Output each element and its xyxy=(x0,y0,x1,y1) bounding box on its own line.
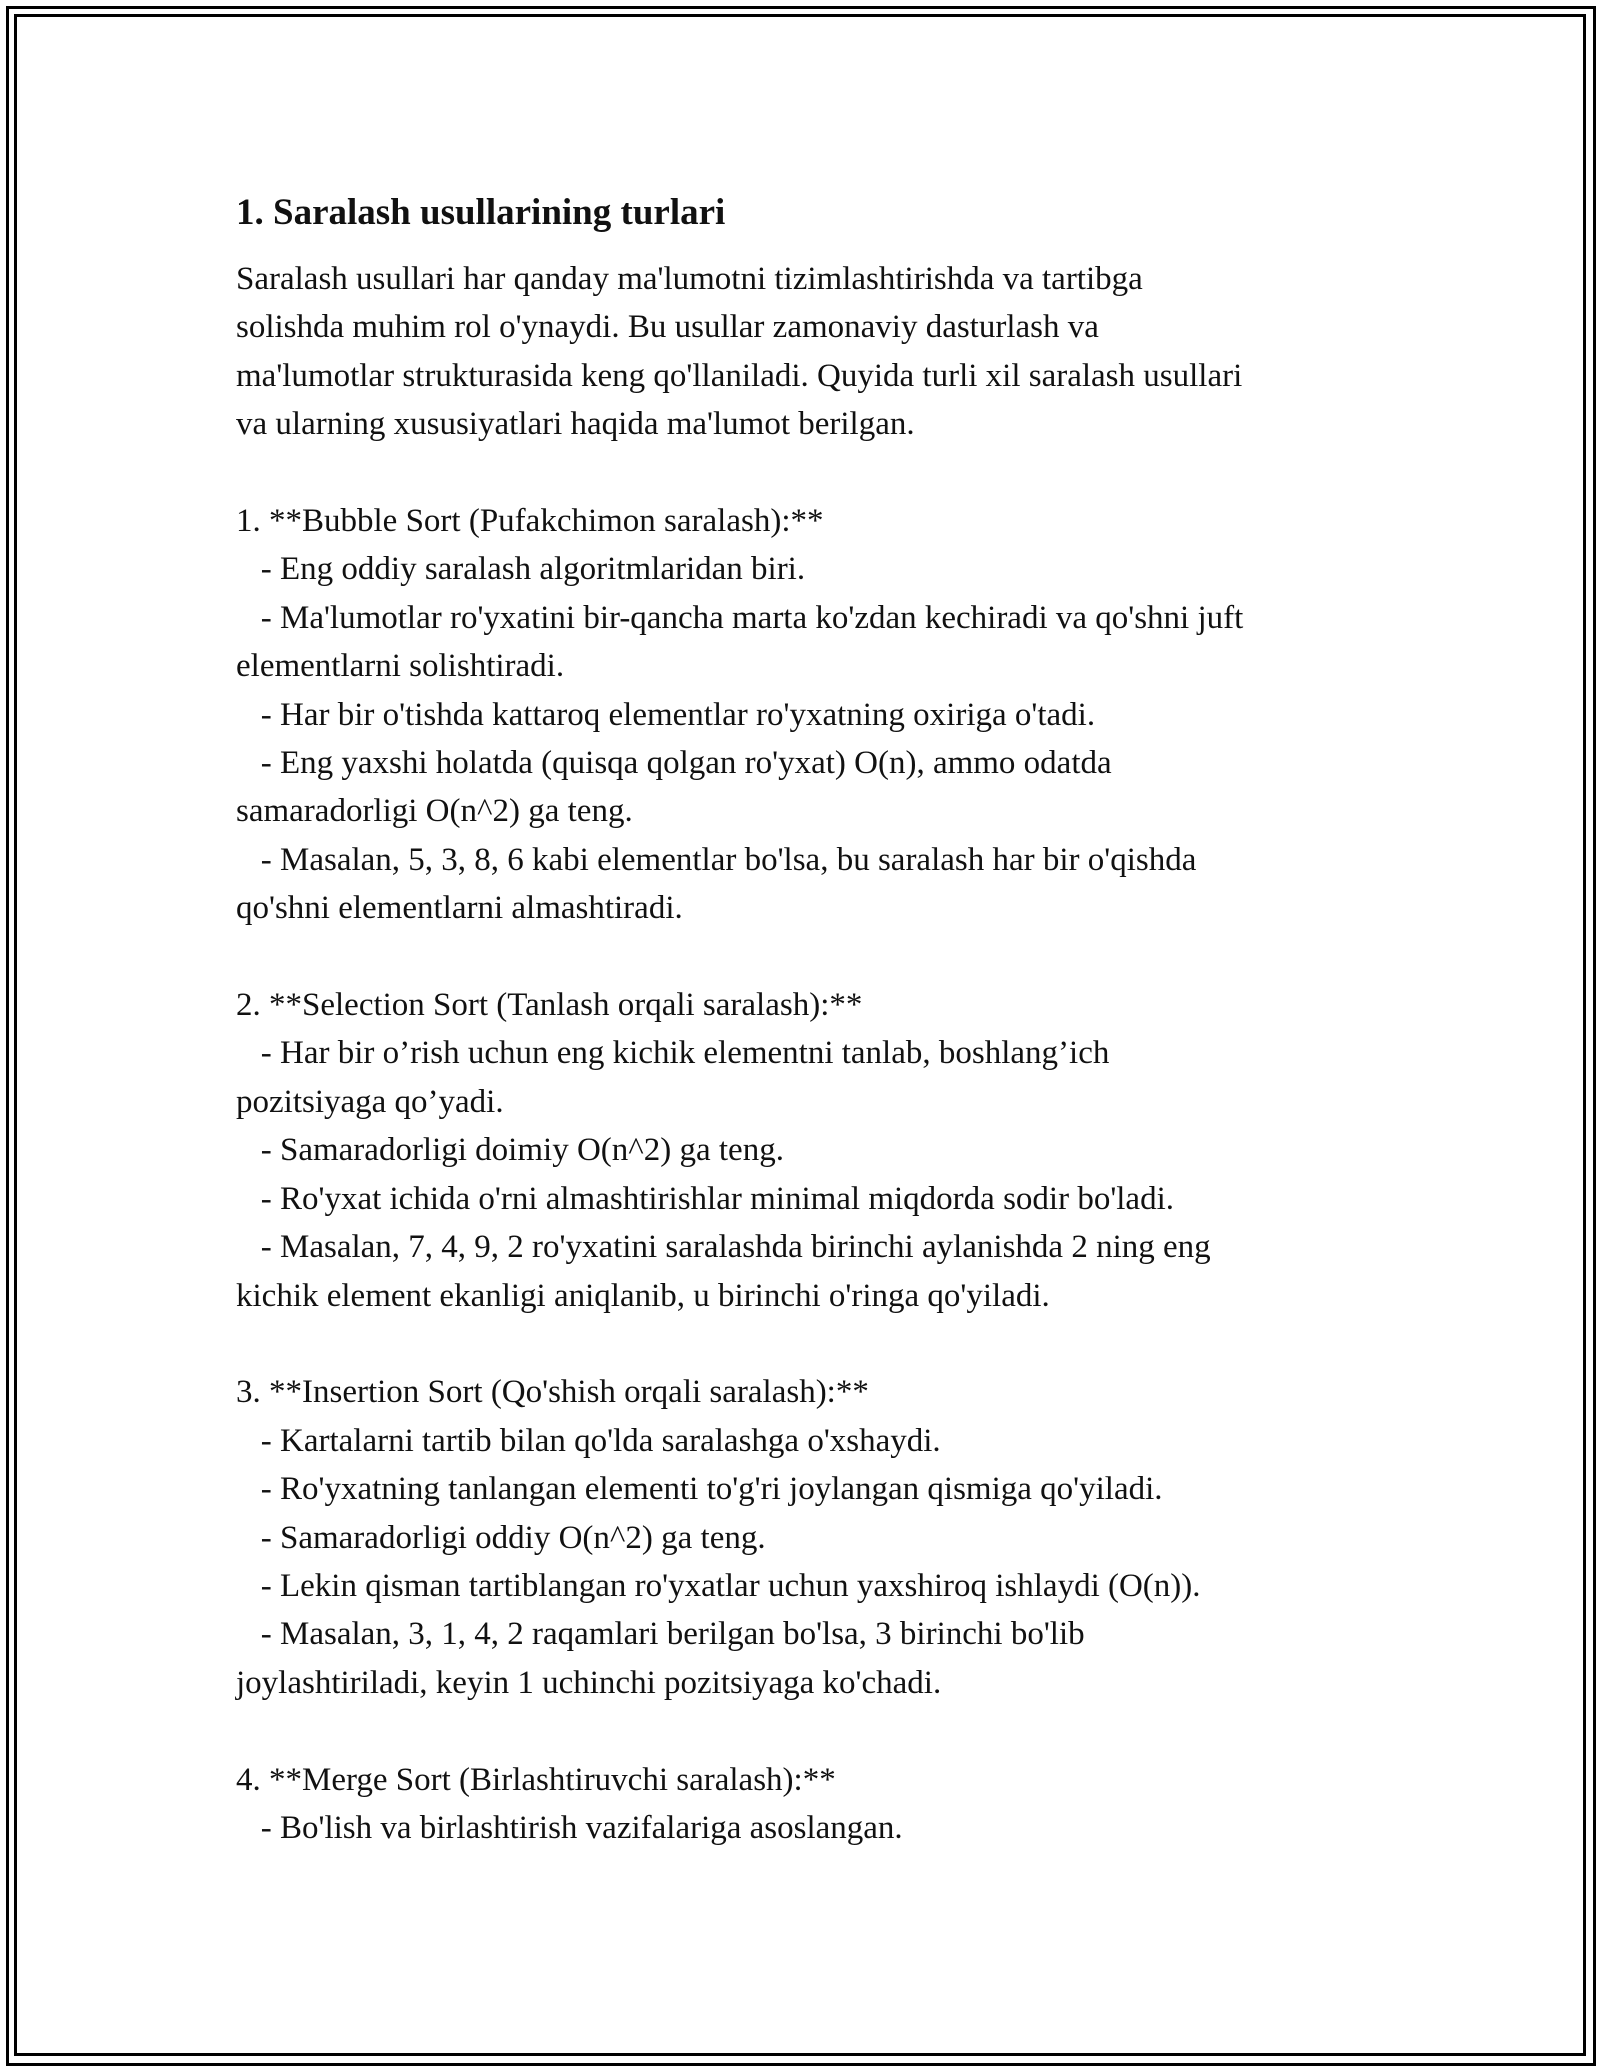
section-line: - Bo'lish va birlashtirish vazifalariga asoslangan. xyxy=(236,1809,903,1846)
blank-line xyxy=(236,1707,1366,1755)
section-line: - Masalan, 5, 3, 8, 6 kabi elementlar bo'lsa, bu saralash har bir o'qishda xyxy=(236,841,1197,878)
section-insertion-sort xyxy=(236,1368,1366,1707)
intro-line: va ularning xususiyatlari haqida ma'lumot berilgan. xyxy=(236,406,915,443)
document-heading: 1. Saralash usullarining turlari xyxy=(236,192,726,233)
section-line: joylashtiriladi, keyin 1 uchinchi pozitsiyaga ko'chadi. xyxy=(236,1664,942,1701)
section-bubble-sort xyxy=(236,497,1366,933)
section-line: - Eng oddiy saralash algoritmlaridan biri. xyxy=(236,551,806,588)
section-line: - Lekin qisman tartiblangan ro'yxatlar uchun yaxshiroq ishlaydi (O(n)). xyxy=(236,1567,1201,1604)
blank-line xyxy=(236,1320,1366,1368)
section-title: 1. **Bubble Sort (Pufakchimon saralash):** xyxy=(236,503,824,540)
intro-line: solishda muhim rol o'ynaydi. Bu usullar zamonaviy dasturlash va xyxy=(236,309,1099,346)
section-line: samaradorligi O(n^2) ga teng. xyxy=(236,793,633,830)
intro-paragraph xyxy=(236,255,1366,449)
section-line: - Ro'yxatning tanlangan elementi to'g'ri joylangan qismiga qo'yiladi. xyxy=(236,1471,1163,1508)
section-line: - Ro'yxat ichida o'rni almashtirishlar minimal miqdorda sodir bo'ladi. xyxy=(236,1180,1175,1217)
section-merge-sort xyxy=(236,1756,1366,1853)
section-line: elementlarni solishtiradi. xyxy=(236,648,565,685)
section-title: 4. **Merge Sort (Birlashtiruvchi saralash):** xyxy=(236,1761,836,1798)
section-line: - Har bir o'tishda kattaroq elementlar ro'yxatning oxiriga o'tadi. xyxy=(236,696,1096,733)
section-line: - Samaradorligi oddiy O(n^2) ga teng. xyxy=(236,1519,766,1556)
section-line: - Masalan, 7, 4, 9, 2 ro'yxatini saralashda birinchi aylanishda 2 ning eng xyxy=(236,1229,1211,1266)
intro-line: Saralash usullari har qanday ma'lumotni tizimlashtirishda va tartibga xyxy=(236,261,1143,297)
section-title: 3. **Insertion Sort (Qo'shish orqali saralash):** xyxy=(236,1374,869,1411)
blank-line xyxy=(236,449,1366,497)
section-line: kichik element ekanligi aniqlanib, u birinchi o'ringa qo'yiladi. xyxy=(236,1277,1050,1314)
section-line: - Har bir o’rish uchun eng kichik elementni tanlab, boshlang’ich xyxy=(236,1035,1110,1072)
section-line: pozitsiyaga qo’yadi. xyxy=(236,1083,504,1120)
section-line: - Samaradorligi doimiy O(n^2) ga teng. xyxy=(236,1132,784,1169)
section-line: qo'shni elementlarni almashtiradi. xyxy=(236,890,683,927)
intro-line: ma'lumotlar strukturasida keng qo'llaniladi. Quyida turli xil saralash usullari xyxy=(236,357,1243,394)
section-selection-sort xyxy=(236,981,1366,1320)
blank-line xyxy=(236,933,1366,981)
section-line: - Kartalarni tartib bilan qo'lda saralashga o'xshaydi. xyxy=(236,1422,941,1459)
section-line: - Eng yaxshi holatda (quisqa qolgan ro'yxat) O(n), ammo odatda xyxy=(236,745,1112,782)
document-body xyxy=(236,185,1366,1852)
section-line: - Ma'lumotlar ro'yxatini bir-qancha marta ko'zdan kechiradi va qo'shni juft xyxy=(236,599,1244,636)
section-title: 2. **Selection Sort (Tanlash orqali saralash):** xyxy=(236,987,863,1024)
section-line: - Masalan, 3, 1, 4, 2 raqamlari berilgan bo'lsa, 3 birinchi bo'lib xyxy=(236,1616,1085,1653)
